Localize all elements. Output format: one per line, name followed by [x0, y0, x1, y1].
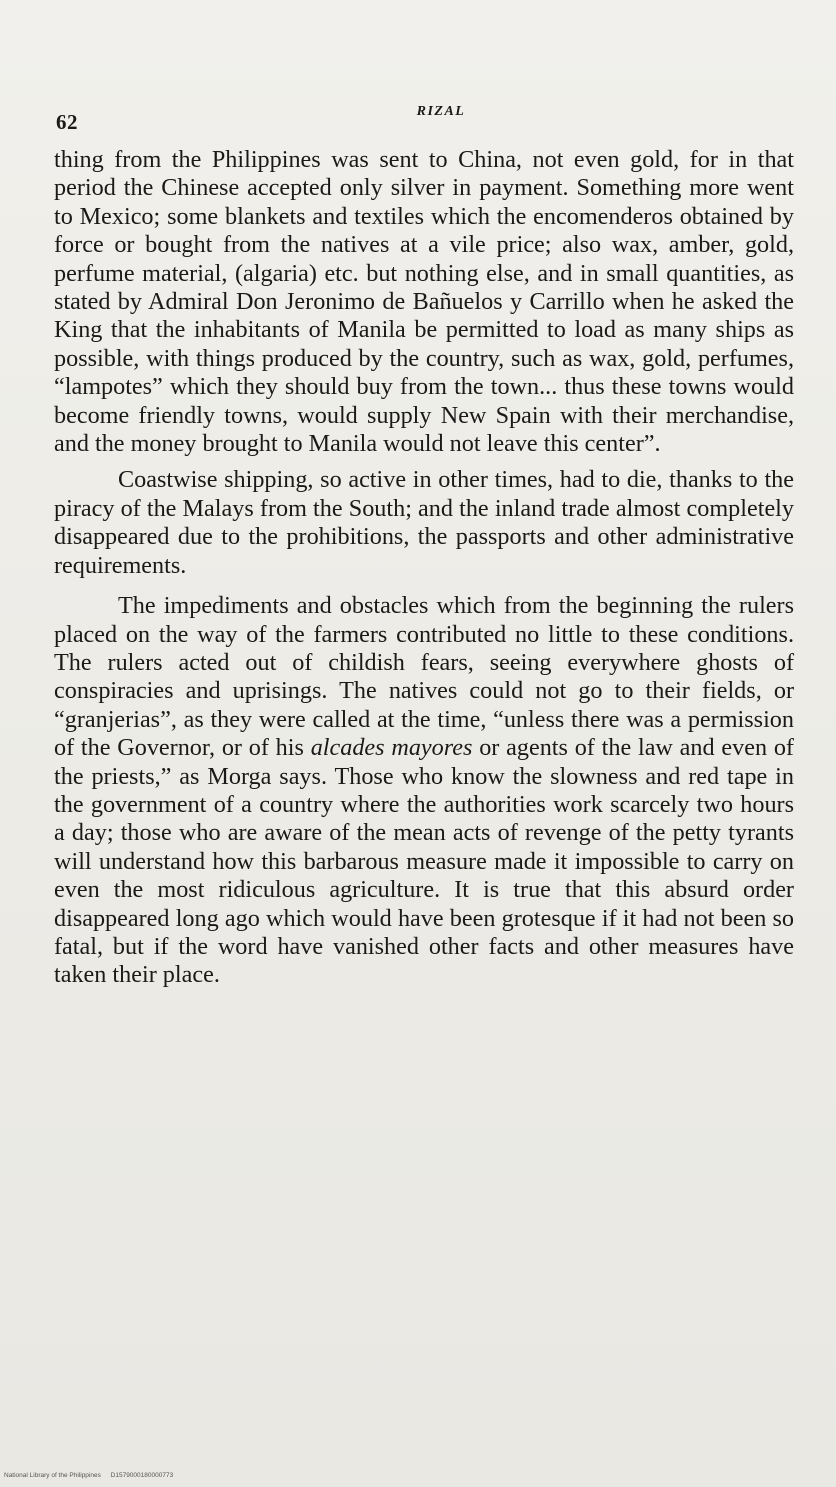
paragraph-continued: thing from the Philippines was sent to China, not even gold, for in that period the Chinese accepted only silver in payment. Something more went to Mexico; some blankets and textiles which the encomenderos obtained by force or bought from the natives at a vile price; also wax, amber, gold, perfume material, (algaria) etc. but nothing else, and in small quantities, as stated by Admiral Don Jeronimo de Bañuelos y Carrillo when he asked the King that the inhabitants of Manila be permitted to load as many ships as possible, with things produced by the country, such as wax, gold, perfumes, “lampotes” which they should buy from the town... thus these towns would become friendly towns, would supply New Spain with their merchandise, and the money brought to Manila would not leave this center”.: [54, 146, 794, 458]
paragraph-coastwise-shipping: Coastwise shipping, so active in other times, had to die, thanks to the piracy of the Malays from the South; and the inland trade almost completely disappeared due to the prohibitions, the passports and other administrative requirements.: [54, 466, 794, 579]
paragraph-impediments-text-before: The impediments and obstacles which from the beginning the rulers placed on the way of the farmers contributed no little to these conditions. The rulers acted out of childish fears, seeing everywhere ghosts of conspiracies and uprisings. The natives could not go to their fields, or “granjerias”, as they were called at the time, “unless there was a permission of the Governor, or of his: [54, 592, 794, 762]
italic-term: alcades mayores: [310, 734, 473, 762]
footer-catalog-id: D1579000180000773: [110, 1472, 174, 1479]
page-header: [56, 104, 796, 138]
scan-footer: [4, 1472, 173, 1479]
page-number: 62: [56, 110, 78, 134]
footer-library: National Library of the Philippines: [4, 1472, 101, 1479]
body-text: [54, 146, 794, 990]
paragraph-impediments-text-after: or agents of the law and even of the priests,” as Morga says. Those who know the slowness and red tape in the government of a country where the authorities work scarcely two hours a day; those who are aware of the mean acts of revenge of the petty tyrants will understand how this barbarous measure made it impossible to carry on even the most ridiculous agriculture. It is true that this absurd order disappeared long ago which would have been grotesque if it had not been so fatal, but if the word have vanished other facts and other measures have taken their place.: [54, 734, 794, 989]
paragraph-impediments: [54, 592, 794, 990]
running-head: RIZAL: [416, 104, 466, 119]
